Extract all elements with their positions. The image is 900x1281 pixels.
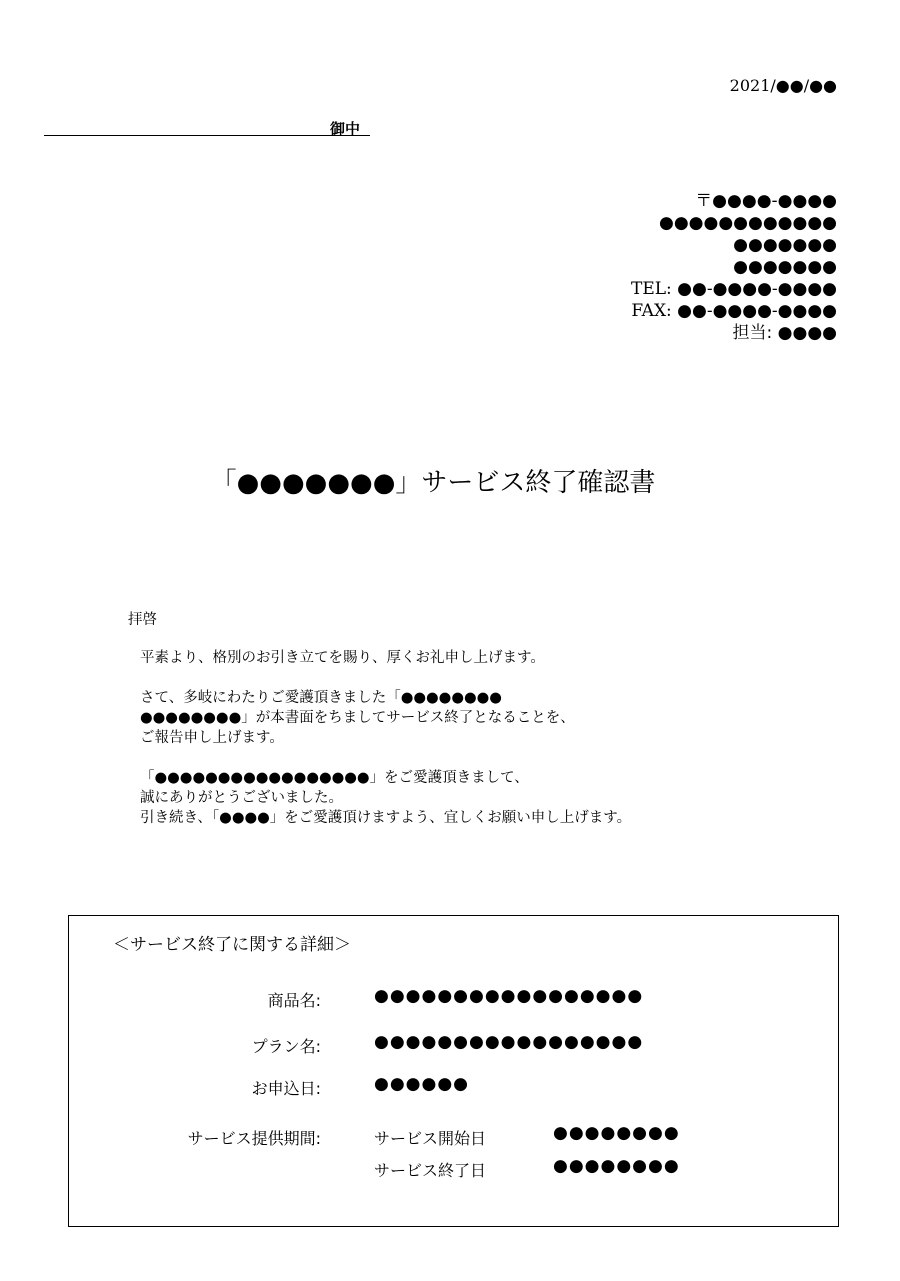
paragraph-3 [128, 768, 778, 828]
paragraph-3-line-3: 引き続き、「●●●●」をご愛護頂けますよう、宜しくお願い申し上げます。 [140, 810, 632, 826]
service-end-details-box [68, 915, 839, 1227]
document-date: 2021/●●/●● [729, 76, 837, 95]
paragraph-2-line-2: ●●●●●●●●」が本書面をちましてサービス終了となることを、 [140, 710, 575, 726]
paragraph-2-line-3: ご報告申し上げます。 [140, 730, 284, 746]
service-period-label: サービス提供期間: [187, 1129, 321, 1148]
service-end-value: ●●●●●●●● [553, 1156, 680, 1176]
application-date-value: ●●●●●● [374, 1074, 470, 1094]
paragraph-2-line-1: さて、多岐にわたりご愛護頂きました「●●●●●●●● [140, 690, 502, 706]
application-date-label: お申込日: [251, 1079, 321, 1098]
service-start-label: サービス開始日 [374, 1129, 487, 1148]
sender-block [631, 190, 837, 344]
product-name-label: 商品名: [267, 991, 321, 1010]
opening-greeting: 拝啓 [128, 612, 157, 628]
sender-fax: FAX: ●●-●●●●-●●●● [631, 301, 837, 321]
sender-address-line2: ●●●●●●● [733, 235, 837, 255]
plan-name-label: プラン名: [251, 1037, 321, 1056]
sender-contact-person: 担当: ●●●● [732, 323, 837, 343]
recipient-suffix: 御中 [330, 120, 361, 138]
letter-body [128, 610, 778, 848]
sender-address-line3: ●●●●●●● [733, 257, 837, 277]
recipient-name-line [44, 135, 370, 136]
sender-address-line1: ●●●●●●●●●●●● [658, 213, 837, 233]
service-start-value: ●●●●●●●● [553, 1123, 680, 1143]
paragraph-3-line-2: 誠にありがとうございました。 [140, 790, 343, 806]
paragraph-1: 平素より、格別のお引き立てを賜り、厚くお礼申し上げます。 [140, 650, 545, 666]
plan-name-value: ●●●●●●●●●●●●●●●●● [374, 1032, 644, 1052]
paragraph-3-line-1: 「●●●●●●●●●●●●●●●●●」をご愛護頂きまして、 [140, 770, 529, 786]
service-end-label: サービス終了日 [374, 1161, 487, 1180]
details-heading: ＜サービス終了に関する詳細＞ [113, 935, 351, 955]
sender-tel: TEL: ●●-●●●●-●●●● [631, 279, 837, 299]
sender-postal-code: 〒●●●●-●●●● [695, 191, 837, 211]
product-name-value: ●●●●●●●●●●●●●●●●● [374, 986, 644, 1006]
paragraph-2 [128, 688, 778, 748]
document-title: 「●●●●●●●」サービス終了確認書 [210, 468, 656, 498]
